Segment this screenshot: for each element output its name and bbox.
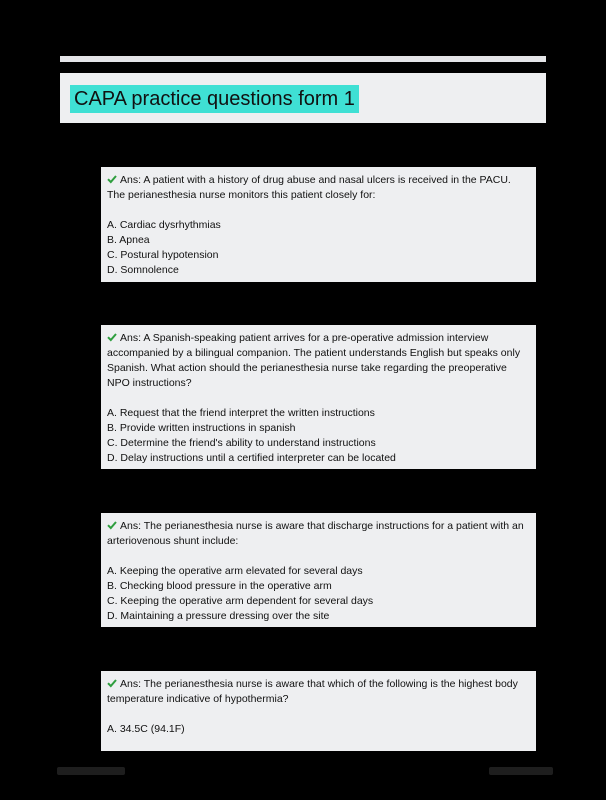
check-icon	[107, 174, 117, 184]
option[interactable]: C. Keeping the operative arm dependent for several days	[107, 595, 374, 607]
option[interactable]: A. Cardiac dysrhythmias	[107, 219, 221, 231]
check-icon	[107, 520, 117, 530]
title-box	[60, 73, 546, 123]
footer-logo-right	[489, 767, 553, 775]
option[interactable]: A. Request that the friend interpret the written instructions	[107, 407, 375, 419]
option[interactable]: A. 34.5C (94.1F)	[107, 723, 185, 735]
question-text: Ans: The perianesthesia nurse is aware that discharge instructions for a patient with an arteriovenous shunt include:	[107, 520, 524, 547]
option[interactable]: B. Checking blood pressure in the operative arm	[107, 580, 332, 592]
option[interactable]: D. Maintaining a pressure dressing over the site	[107, 610, 330, 622]
question-card-4	[101, 671, 536, 751]
question-text: Ans: A Spanish-speaking patient arrives for a pre-operative admission interview accompanied by a bilingual companion. The patient understands English but speaks only Spanish. What action should the perianesthesia nurse take regarding the preoperative NPO instructions?	[107, 332, 521, 389]
check-icon	[107, 332, 117, 342]
option[interactable]: A. Keeping the operative arm elevated for several days	[107, 565, 363, 577]
option[interactable]: B. Provide written instructions in spanish	[107, 422, 296, 434]
option[interactable]: D. Somnolence	[107, 264, 179, 276]
check-icon	[107, 678, 117, 688]
question-card-3	[101, 513, 536, 627]
page-title: CAPA practice questions form 1	[70, 85, 359, 113]
option[interactable]: B. Apnea	[107, 234, 150, 246]
question-text: Ans: The perianesthesia nurse is aware that which of the following is the highest body temperature indicative of hypothermia?	[107, 678, 518, 705]
option[interactable]: D. Delay instructions until a certified interpreter can be located	[107, 452, 396, 464]
question-card-1	[101, 167, 536, 282]
option[interactable]: C. Postural hypotension	[107, 249, 219, 261]
question-card-2	[101, 325, 536, 469]
option[interactable]: C. Determine the friend's ability to understand instructions	[107, 437, 376, 449]
footer-logo-left	[57, 767, 125, 775]
question-text: Ans: A patient with a history of drug abuse and nasal ulcers is received in the PACU. The perianesthesia nurse monitors this patient closely for:	[107, 174, 511, 201]
top-divider	[60, 56, 546, 62]
